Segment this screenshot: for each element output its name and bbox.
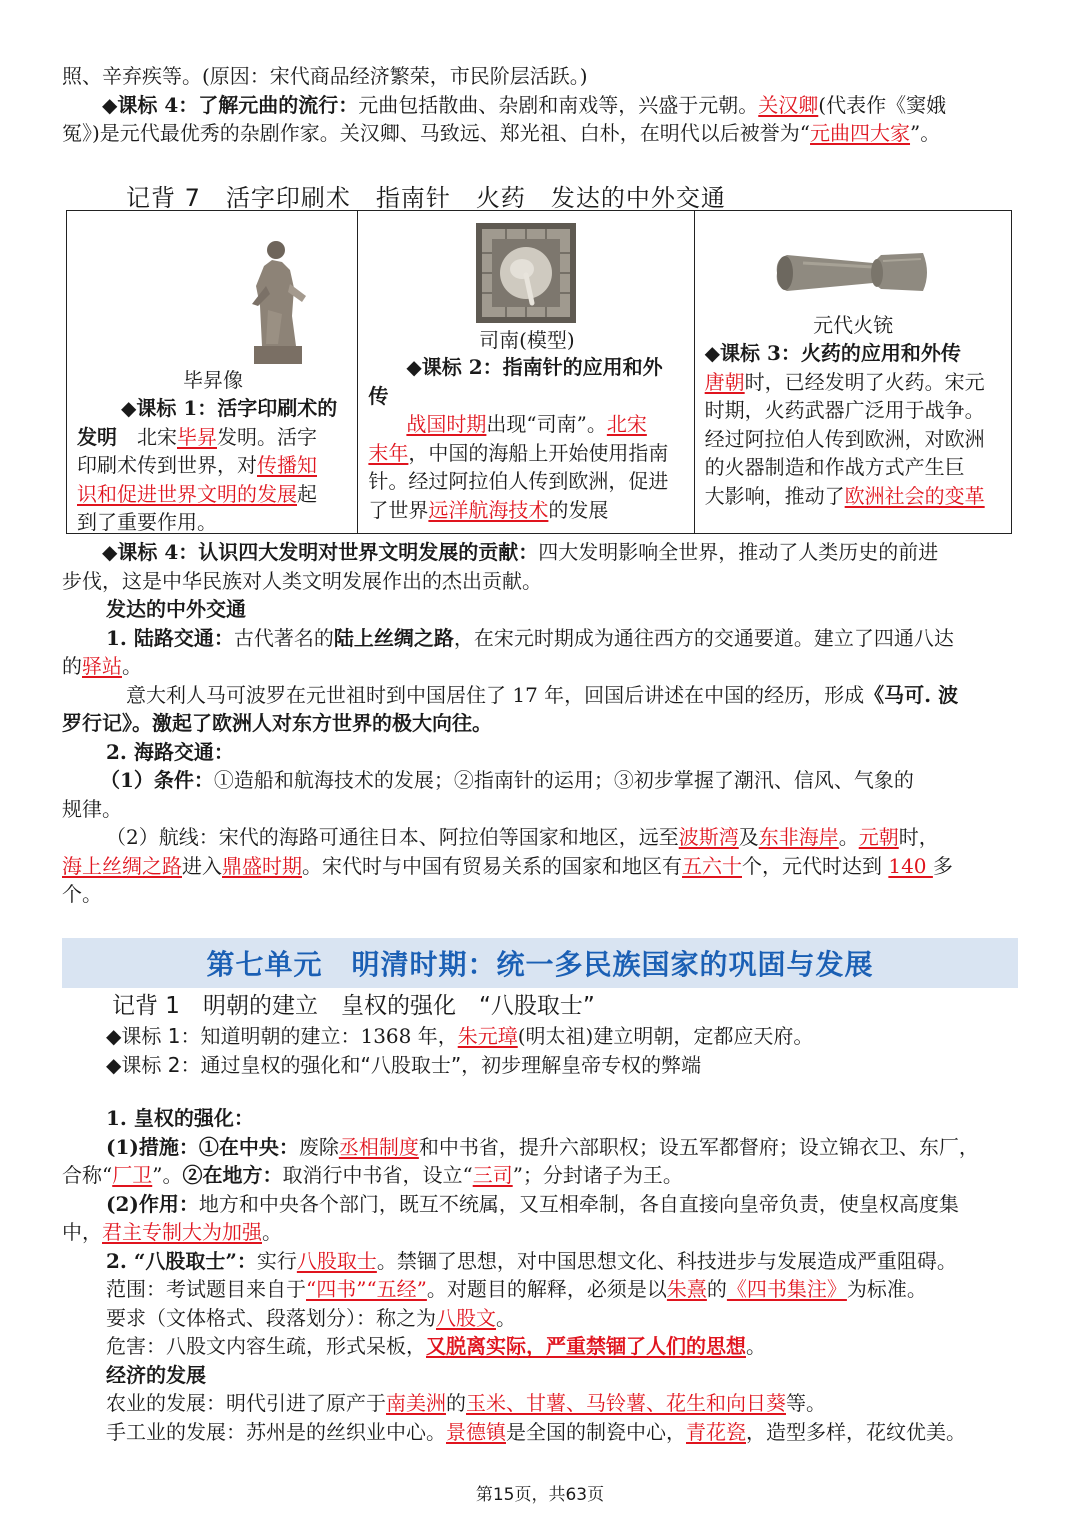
paragraph: 规律。 bbox=[62, 796, 122, 821]
ming-body bbox=[62, 1104, 1022, 1446]
text: 冤》)是元代最优秀的杂剧作家。关汉卿、马致远、郑光祖、白朴，在明代以后被誉为“ bbox=[62, 121, 811, 145]
text-line bbox=[368, 439, 690, 468]
paragraph bbox=[62, 766, 1022, 795]
key-term: 青花瓷 bbox=[686, 1419, 746, 1444]
key-term: 关汉卿 bbox=[758, 92, 819, 117]
text: (明太祖)建立明朝，定都应天府。 bbox=[517, 1024, 814, 1048]
key-term: 元朝 bbox=[858, 825, 899, 849]
paragraph bbox=[62, 1247, 1022, 1276]
key-term: 140 bbox=[888, 853, 933, 878]
text: 手工业的发展：苏州是的丝织业中心。 bbox=[106, 1419, 446, 1444]
unit-title: 第七单元 明清时期：统一多民族国家的巩固与发展 bbox=[206, 948, 874, 981]
text-line bbox=[368, 410, 690, 439]
text: 等。 bbox=[786, 1391, 826, 1415]
text: 和中书省，提升六部职权；设五军都督府；设立锦衣卫、东厂， bbox=[418, 1134, 979, 1159]
key-term: 欧洲社会的变革 bbox=[844, 483, 985, 508]
key-term: 景德镇 bbox=[446, 1419, 506, 1444]
image-caption: 元代火铳 bbox=[813, 313, 894, 337]
key-term: 毕昇 bbox=[177, 424, 217, 449]
text: 陆上丝绸之路 bbox=[333, 625, 454, 650]
inventions-table bbox=[66, 210, 1012, 534]
paragraph bbox=[62, 1389, 1022, 1418]
paragraph bbox=[62, 1304, 1022, 1333]
text: 意大利人马可波罗在元世祖时到中国居住了 17 年，回国后讲述在中国的经历，形成 bbox=[126, 682, 865, 707]
label: （1）条件： bbox=[100, 768, 214, 792]
key-term: 南美洲 bbox=[386, 1391, 446, 1415]
label: (1)措施： bbox=[106, 1134, 199, 1159]
text: 大影响，推动了 bbox=[704, 483, 845, 508]
key-term: 波斯湾 bbox=[678, 825, 739, 849]
course-standard-label: ◆课标 4：了解元曲的流行： bbox=[102, 92, 359, 117]
text: (代表作《窦娥 bbox=[818, 92, 947, 117]
paragraph: 个。 bbox=[62, 882, 102, 906]
text: 中， bbox=[62, 1220, 102, 1244]
text-line bbox=[77, 423, 352, 452]
text: 合称“ bbox=[62, 1163, 113, 1187]
paragraph: 照、辛弃疾等。(原因：宋代商品经济繁荣，市民阶层活跃。) bbox=[62, 64, 588, 88]
table-cell-gunpowder bbox=[695, 211, 1011, 533]
key-term: 末年 bbox=[368, 440, 409, 465]
text: 。 bbox=[496, 1305, 516, 1330]
paragraph bbox=[62, 119, 1022, 148]
text-line bbox=[368, 496, 690, 525]
text: 的发展 bbox=[548, 497, 609, 522]
text: 。 bbox=[746, 1334, 766, 1358]
text: 个，元代时达到 bbox=[742, 853, 889, 878]
paragraph bbox=[62, 1190, 1022, 1219]
paragraph bbox=[62, 823, 1022, 852]
text: 多 bbox=[932, 853, 953, 878]
key-term: “四书”“五经” bbox=[306, 1277, 427, 1301]
paragraph bbox=[62, 624, 1022, 653]
table-cell-compass bbox=[358, 211, 694, 533]
text: 发明 bbox=[77, 424, 117, 449]
text: 出现“司南”。 bbox=[486, 412, 607, 436]
table-cell-printing bbox=[67, 211, 358, 533]
text-line: 传 bbox=[368, 383, 389, 408]
text: 实行 bbox=[256, 1248, 297, 1273]
text: ”。 bbox=[910, 121, 941, 145]
key-term: 八股文 bbox=[436, 1305, 496, 1330]
key-term: 元曲四大家 bbox=[810, 121, 911, 145]
text: 。 bbox=[838, 825, 859, 849]
ming-standards bbox=[106, 1022, 1026, 1079]
text: ②在地方： bbox=[182, 1163, 283, 1187]
key-term: 传播知 bbox=[257, 453, 317, 477]
paragraph bbox=[62, 652, 1022, 681]
label: 1. 陆路交通： bbox=[106, 625, 234, 650]
key-term: 朱元璋 bbox=[457, 1024, 518, 1048]
paragraph: ◆课标 2：通过皇权的强化和“八股取士”，初步理解皇帝专权的弊端 bbox=[106, 1052, 702, 1077]
text: 的 bbox=[446, 1391, 466, 1415]
text: ①在中央： bbox=[198, 1134, 299, 1159]
text: 取消行中书省，设立“ bbox=[282, 1163, 473, 1187]
image-caption: 司南(模型) bbox=[479, 328, 575, 352]
paragraph bbox=[62, 91, 1022, 120]
key-term: 东非海岸 bbox=[758, 825, 839, 849]
course-standard-label: ◆课标 2：指南针的应用和外 bbox=[406, 355, 663, 379]
paragraph bbox=[62, 1161, 1022, 1190]
image-caption: 毕昇像 bbox=[183, 368, 243, 392]
text: 进入 bbox=[182, 853, 222, 878]
key-term: 鼎盛时期 bbox=[222, 853, 302, 878]
text: 的 bbox=[706, 1277, 727, 1301]
text-line bbox=[77, 480, 352, 509]
label: 2. “八股取士”： bbox=[106, 1248, 257, 1273]
paragraph bbox=[106, 1022, 1026, 1051]
traffic-section bbox=[62, 538, 1022, 909]
text: ①造船和航海技术的发展；②指南针的运用；③初步掌握了潮汛、信风、气象的 bbox=[213, 768, 914, 792]
label: 2. 海路交通： bbox=[106, 739, 234, 764]
key-term: 驿站 bbox=[82, 654, 122, 678]
subsection-title: 发达的中外交通 bbox=[106, 597, 246, 621]
text: 的 bbox=[62, 654, 82, 678]
text: 《马可. 波 bbox=[864, 682, 959, 707]
key-term: 五六十 bbox=[682, 853, 742, 878]
course-standard-label: ◆课标 1：活字印刷术的 bbox=[121, 396, 338, 420]
cell-text bbox=[368, 353, 690, 524]
text: 范围：考试题目来自于 bbox=[106, 1277, 306, 1301]
paragraph bbox=[62, 1133, 1022, 1162]
text: （2）航线：宋代的海路可通往日本、阿拉伯等国家和地区，远至 bbox=[106, 825, 679, 849]
subsection-title: 1. 皇权的强化： bbox=[106, 1106, 254, 1130]
text-line bbox=[705, 368, 1007, 397]
text-line bbox=[705, 482, 1007, 511]
text-line: 针。经过阿拉伯人传到欧洲，促进 bbox=[368, 469, 669, 493]
key-term: 三司 bbox=[472, 1163, 513, 1187]
paragraph bbox=[62, 1332, 1022, 1361]
unit-header bbox=[62, 938, 1018, 988]
yuanqu-section bbox=[62, 62, 1022, 148]
key-term: 朱熹 bbox=[666, 1277, 707, 1301]
key-term: 君主专制大为加强 bbox=[102, 1220, 262, 1244]
paragraph bbox=[62, 538, 1022, 567]
paragraph: 步伐，这是中华民族对人类文明发展作出的杰出贡献。 bbox=[62, 568, 542, 593]
key-term: 海上丝绸之路 bbox=[62, 853, 182, 878]
subsection-title: 经济的发展 bbox=[106, 1362, 206, 1387]
text-line: 到了重要作用。 bbox=[77, 510, 217, 534]
key-term: 玉米、甘薯、马铃薯、花生和向日葵 bbox=[466, 1391, 786, 1415]
paragraph bbox=[62, 1275, 1022, 1304]
key-term: 厂卫 bbox=[112, 1163, 153, 1187]
text: 。 bbox=[262, 1220, 282, 1244]
text: 。 bbox=[122, 654, 142, 678]
key-term: 北宋 bbox=[606, 412, 647, 436]
key-term: 丞相制度 bbox=[338, 1134, 419, 1159]
paragraph bbox=[62, 1418, 1022, 1447]
key-term: 又脱离实际，严重禁锢了人们的思想 bbox=[426, 1334, 746, 1358]
text: 及 bbox=[738, 825, 759, 849]
text: 四大发明影响全世界，推动了人类历史的前进 bbox=[538, 540, 939, 564]
text: 为标准。 bbox=[846, 1277, 927, 1301]
text: 古代著名的 bbox=[233, 625, 334, 650]
text: 危害：八股文内容生疏，形式呆板， bbox=[106, 1334, 426, 1358]
paragraph bbox=[62, 681, 1022, 710]
text: 印刷术传到世界，对 bbox=[77, 453, 257, 477]
text-line: 时期，火药武器广泛用于战争。 bbox=[704, 398, 985, 422]
text-line: 经过阿拉伯人传到欧洲，对欧洲 bbox=[704, 426, 985, 451]
key-term: 唐朝 bbox=[704, 369, 745, 394]
text: 了世界 bbox=[368, 497, 429, 522]
paragraph bbox=[62, 852, 1022, 881]
key-term: 战国时期 bbox=[406, 412, 487, 436]
text: 是全国的制瓷中心， bbox=[506, 1419, 686, 1444]
text: 发明。活字 bbox=[217, 424, 317, 449]
text: ，中国的海船上开始使用指南 bbox=[408, 440, 669, 465]
page-number: 第15页，共63页 bbox=[475, 1485, 605, 1505]
text: 元曲包括散曲、杂剧和南戏等，兴盛于元朝。 bbox=[358, 92, 759, 117]
key-term: 识和促进世界文明的发展 bbox=[77, 481, 297, 506]
text: 。对题目的解释，必须是以 bbox=[426, 1277, 667, 1301]
text: 起 bbox=[297, 481, 317, 506]
paragraph bbox=[62, 1218, 1022, 1247]
text: 时， bbox=[898, 825, 939, 849]
yuan-hand-cannon-image bbox=[773, 233, 933, 313]
course-standard-label: ◆课标 1：知道明朝的建立： bbox=[106, 1024, 361, 1048]
section-title: 记背 1 明朝的建立 皇权的强化 “八股取士” bbox=[112, 993, 595, 1019]
key-term: 《四书集注》 bbox=[726, 1277, 847, 1301]
text-line bbox=[77, 451, 352, 480]
text-line: 的火器制造和作战方式产生巨 bbox=[704, 455, 965, 479]
cell-text bbox=[705, 339, 1007, 510]
key-term: 八股取士 bbox=[296, 1248, 377, 1273]
course-standard-label: ◆课标 4：认识四大发明对世界文明发展的贡献： bbox=[102, 540, 539, 564]
text: ，造型多样，花纹优美。 bbox=[746, 1419, 966, 1444]
text: 农业的发展：明代引进了原产于 bbox=[106, 1391, 386, 1415]
course-standard-label: ◆课标 3：火药的应用和外传 bbox=[704, 341, 961, 365]
text: ”；分封诸子为王。 bbox=[512, 1163, 683, 1187]
text: 要求（文体格式、段落划分）：称之为 bbox=[106, 1305, 436, 1330]
text: 北宋 bbox=[117, 424, 177, 449]
label: (2)作用： bbox=[106, 1191, 199, 1216]
paragraph: 罗行记》。激起了欧洲人对东方世界的极大向往。 bbox=[62, 711, 492, 735]
text: 地方和中央各个部门，既互不统属，又互相牵制，各自直接向皇帝负责，使皇权高度集 bbox=[198, 1191, 959, 1216]
cell-text bbox=[77, 394, 352, 537]
bi-sheng-statue-image bbox=[242, 226, 312, 366]
text: ，在宋元时期成为通往西方的交通要道。建立了四通八达 bbox=[453, 625, 954, 650]
si-nan-compass-image bbox=[476, 223, 576, 323]
ming-section bbox=[106, 990, 1026, 1022]
section-title: 记背 7 活字印刷术 指南针 火药 发达的中外交通 bbox=[126, 184, 726, 212]
text: ”。 bbox=[152, 1163, 183, 1187]
text: 1368 年， bbox=[360, 1024, 458, 1048]
text: 时，已经发明了火药。宋元 bbox=[744, 369, 985, 394]
text: 。宋代时与中国有贸易关系的国家和地区有 bbox=[302, 853, 682, 878]
text: 。禁锢了思想，对中国思想文化、科技进步与发展造成严重阻碍。 bbox=[376, 1248, 957, 1273]
key-term: 远洋航海技术 bbox=[428, 497, 549, 522]
text: 废除 bbox=[298, 1134, 339, 1159]
